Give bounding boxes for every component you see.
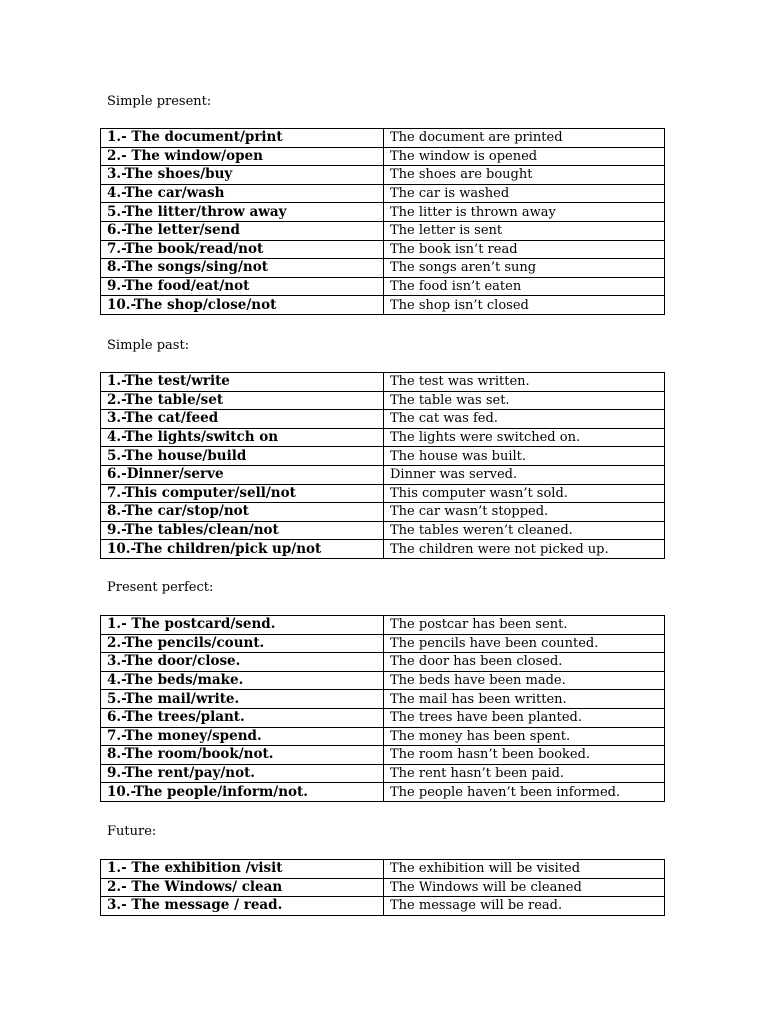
answer-cell: The beds have been made. [384, 671, 665, 690]
answer-cell: The cat was fed. [384, 410, 665, 429]
table-row [101, 521, 665, 540]
answer-cell: The book isn’t read [384, 240, 665, 259]
table-row [101, 259, 665, 278]
answer-cell: The rent hasn’t been paid. [384, 764, 665, 783]
table-row [101, 503, 665, 522]
answer-cell: The window is opened [384, 147, 665, 166]
prompt-cell: 4.-The lights/switch on [101, 428, 384, 447]
answer-cell: The pencils have been counted. [384, 634, 665, 653]
table-row [101, 540, 665, 559]
prompt-cell: 5.-The house/build [101, 447, 384, 466]
prompt-cell: 10.-The people/inform/not. [101, 783, 384, 802]
section-heading-simple-past: Simple past: [107, 338, 190, 353]
answer-cell: The lights were switched on. [384, 428, 665, 447]
table-row [101, 296, 665, 315]
answer-cell: The test was written. [384, 373, 665, 392]
table-row [101, 428, 665, 447]
prompt-cell: 4.-The car/wash [101, 184, 384, 203]
answer-cell: The table was set. [384, 391, 665, 410]
section-heading-present-perfect: Present perfect: [107, 580, 214, 595]
prompt-cell: 1.- The document/print [101, 129, 384, 148]
prompt-cell: 3.-The cat/feed [101, 410, 384, 429]
table-row [101, 184, 665, 203]
table-row [101, 708, 665, 727]
prompt-cell: 5.-The mail/write. [101, 690, 384, 709]
prompt-cell: 2.- The Windows/ clean [101, 878, 384, 897]
prompt-cell: 8.-The room/book/not. [101, 746, 384, 765]
prompt-cell: 9.-The tables/clean/not [101, 521, 384, 540]
answer-cell: The door has been closed. [384, 653, 665, 672]
table-row [101, 391, 665, 410]
table-row [101, 653, 665, 672]
answer-cell: The food isn’t eaten [384, 277, 665, 296]
prompt-cell: 3.-The shoes/buy [101, 166, 384, 185]
answer-cell: The document are printed [384, 129, 665, 148]
prompt-cell: 2.- The window/open [101, 147, 384, 166]
table-row [101, 447, 665, 466]
answer-cell: The car wasn’t stopped. [384, 503, 665, 522]
table-row [101, 764, 665, 783]
prompt-cell: 7.-This computer/sell/not [101, 484, 384, 503]
prompt-cell: 10.-The shop/close/not [101, 296, 384, 315]
section-heading-simple-present: Simple present: [107, 94, 212, 109]
prompt-cell: 9.-The food/eat/not [101, 277, 384, 296]
answer-cell: The shoes are bought [384, 166, 665, 185]
table-row [101, 166, 665, 185]
prompt-cell: 6.-The letter/send [101, 221, 384, 240]
table-row [101, 634, 665, 653]
prompt-cell: 8.-The songs/sing/not [101, 259, 384, 278]
table-present-perfect [100, 615, 665, 802]
table-row [101, 203, 665, 222]
prompt-cell: 9.-The rent/pay/not. [101, 764, 384, 783]
table-row [101, 878, 665, 897]
answer-cell: The tables weren’t cleaned. [384, 521, 665, 540]
prompt-cell: 2.-The table/set [101, 391, 384, 410]
prompt-cell: 6.-The trees/plant. [101, 708, 384, 727]
table-row [101, 860, 665, 879]
answer-cell: The postcar has been sent. [384, 616, 665, 635]
prompt-cell: 1.- The exhibition /visit [101, 860, 384, 879]
answer-cell: The people haven’t been informed. [384, 783, 665, 802]
answer-cell: The children were not picked up. [384, 540, 665, 559]
answer-cell: The trees have been planted. [384, 708, 665, 727]
answer-cell: The message will be read. [384, 897, 665, 916]
answer-cell: The mail has been written. [384, 690, 665, 709]
table-row [101, 897, 665, 916]
answer-cell: The car is washed [384, 184, 665, 203]
table-future [100, 859, 665, 916]
prompt-cell: 2.-The pencils/count. [101, 634, 384, 653]
table-row [101, 373, 665, 392]
table-row [101, 147, 665, 166]
table-row [101, 727, 665, 746]
prompt-cell: 7.-The book/read/not [101, 240, 384, 259]
answer-cell: The shop isn’t closed [384, 296, 665, 315]
table-row [101, 221, 665, 240]
table-row [101, 690, 665, 709]
answer-cell: The letter is sent [384, 221, 665, 240]
table-simple-present [100, 128, 665, 315]
table-row [101, 616, 665, 635]
answer-cell: This computer wasn’t sold. [384, 484, 665, 503]
prompt-cell: 7.-The money/spend. [101, 727, 384, 746]
table-row [101, 410, 665, 429]
table-row [101, 277, 665, 296]
prompt-cell: 1.- The postcard/send. [101, 616, 384, 635]
answer-cell: The house was built. [384, 447, 665, 466]
prompt-cell: 8.-The car/stop/not [101, 503, 384, 522]
section-heading-future: Future: [107, 824, 157, 839]
prompt-cell: 6.-Dinner/serve [101, 465, 384, 484]
answer-cell: Dinner was served. [384, 465, 665, 484]
table-row [101, 240, 665, 259]
table-row [101, 783, 665, 802]
answer-cell: The songs aren’t sung [384, 259, 665, 278]
answer-cell: The money has been spent. [384, 727, 665, 746]
table-row [101, 671, 665, 690]
answer-cell: The room hasn’t been booked. [384, 746, 665, 765]
prompt-cell: 10.-The children/pick up/not [101, 540, 384, 559]
answer-cell: The exhibition will be visited [384, 860, 665, 879]
prompt-cell: 3.- The message / read. [101, 897, 384, 916]
answer-cell: The Windows will be cleaned [384, 878, 665, 897]
prompt-cell: 3.-The door/close. [101, 653, 384, 672]
table-row [101, 484, 665, 503]
table-row [101, 129, 665, 148]
table-row [101, 746, 665, 765]
prompt-cell: 4.-The beds/make. [101, 671, 384, 690]
prompt-cell: 5.-The litter/throw away [101, 203, 384, 222]
prompt-cell: 1.-The test/write [101, 373, 384, 392]
answer-cell: The litter is thrown away [384, 203, 665, 222]
table-simple-past [100, 372, 665, 559]
table-row [101, 465, 665, 484]
